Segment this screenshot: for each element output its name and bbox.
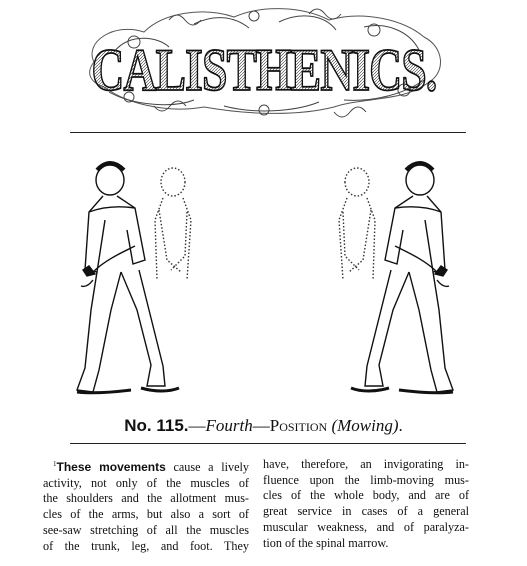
caption-period: . <box>398 416 403 435</box>
mowing-position-figures <box>75 160 455 405</box>
body-line: see-saw stretching of all the muscles <box>43 522 249 537</box>
body-line-text: cause a lively <box>173 460 249 475</box>
body-line: muscular weakness, and of paralyza- <box>263 519 469 534</box>
caption-ordinal: Fourth <box>205 416 253 435</box>
body-line: great service in cases of a general <box>263 504 469 519</box>
ornamental-scroll-banner <box>74 2 454 120</box>
body-column-right <box>263 457 469 551</box>
caption-dash: — <box>252 416 270 435</box>
body-line: the shoulders and the allotment mus- <box>43 491 249 506</box>
left-figure <box>77 163 191 393</box>
body-column-left <box>43 457 249 554</box>
body-line: cles of the whole body, and are of <box>263 488 469 503</box>
footnote-marker: 1 <box>53 460 57 468</box>
body-line <box>43 457 249 476</box>
lead-phrase: These movements <box>56 460 166 475</box>
calisthenics-banner <box>74 2 454 120</box>
caption-position: Position <box>269 416 328 435</box>
top-divider <box>70 132 466 133</box>
caption-movement: (Mowing) <box>331 416 399 435</box>
exercise-illustration <box>75 160 455 405</box>
body-line: activity, not only of the muscles of <box>43 475 249 490</box>
body-line: tion of the spinal marrow. <box>263 535 389 550</box>
banner-title: CALISTHENICS. <box>91 37 437 103</box>
figure-caption <box>0 416 527 436</box>
right-figure <box>339 163 453 393</box>
body-line: fluence upon the limb-moving mus- <box>263 472 469 487</box>
caption-number: No. 115. <box>124 416 189 435</box>
body-line: cles of the arms, but also a sort of <box>43 507 249 522</box>
caption-dash: — <box>188 416 206 435</box>
body-line: have, therefore, an invigorating in- <box>263 457 469 471</box>
caption-divider <box>70 443 466 444</box>
body-line: of the trunk, leg, and foot. They <box>43 538 249 553</box>
